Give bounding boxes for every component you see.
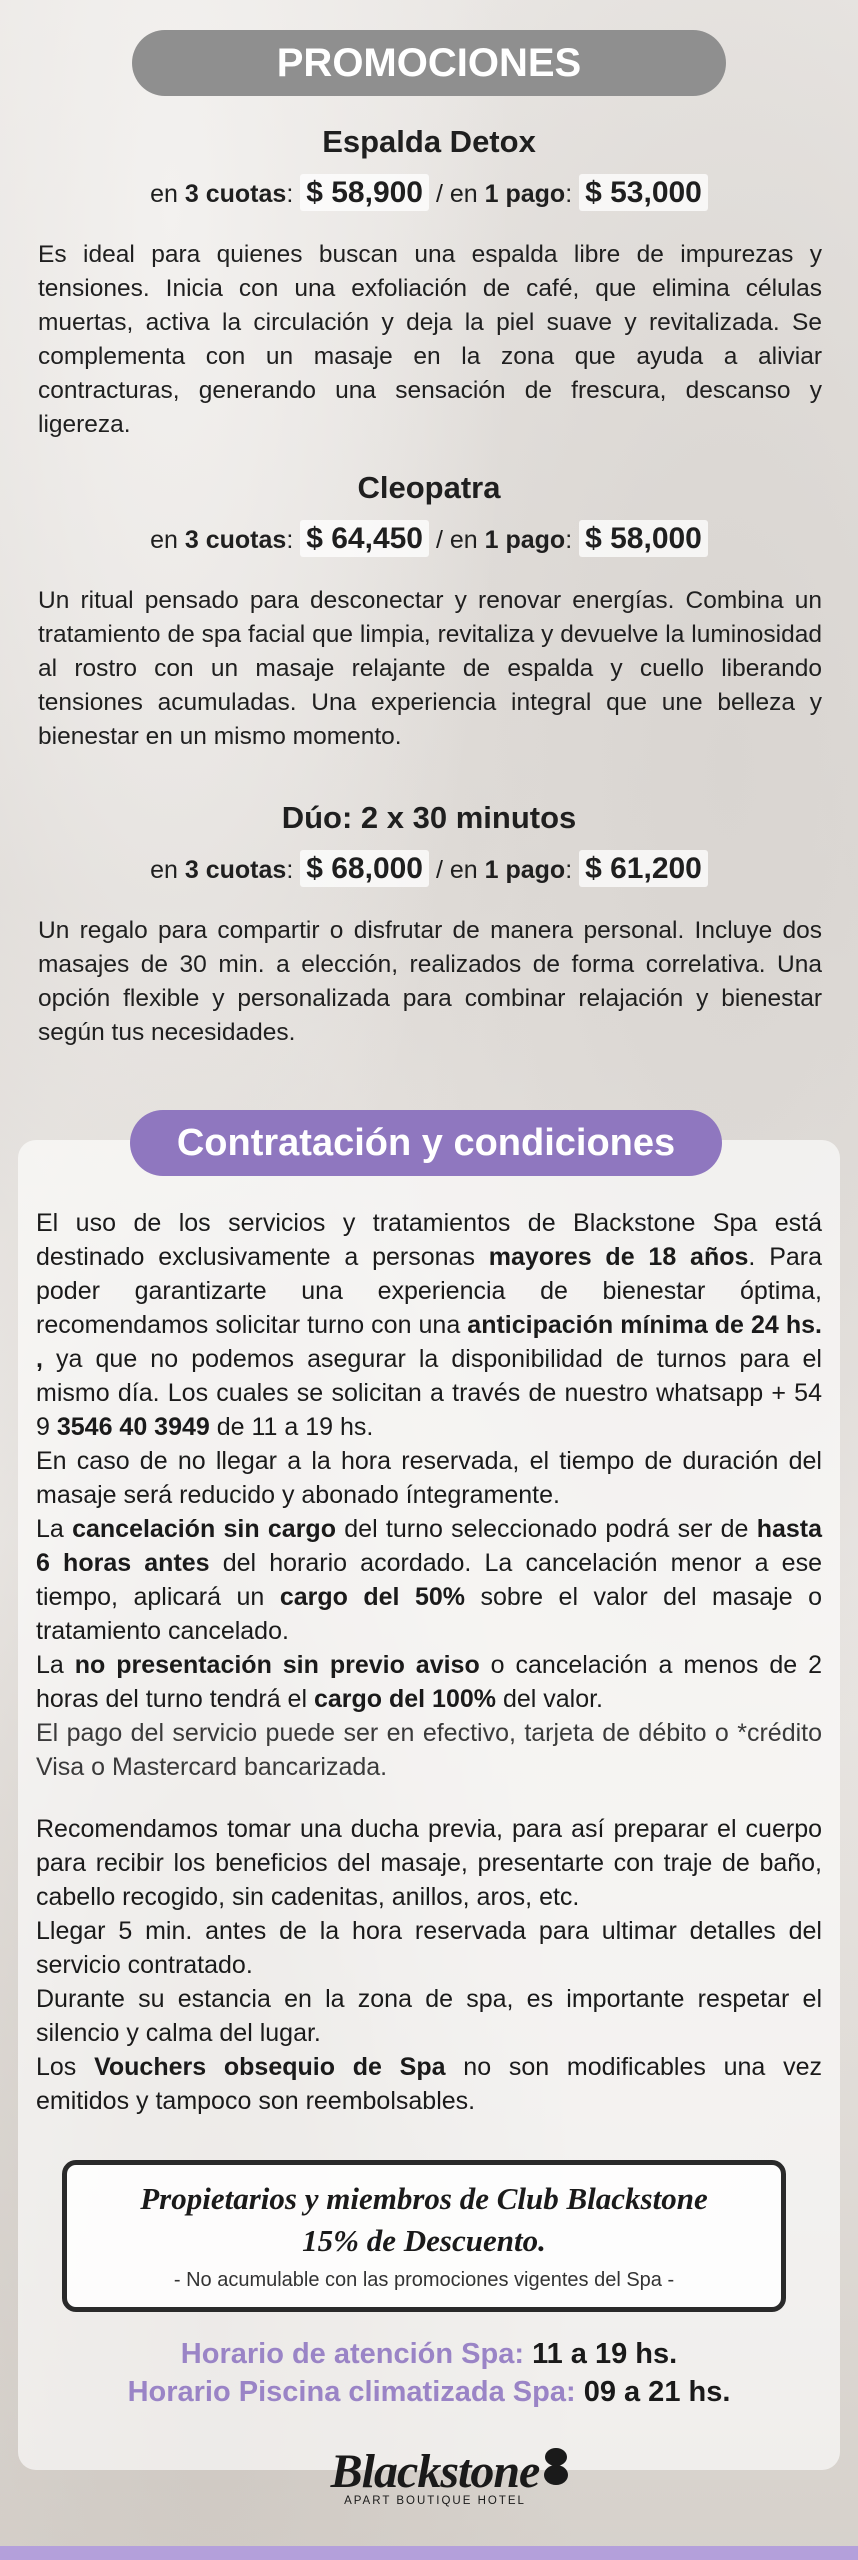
conditions-paragraph (36, 1648, 822, 1716)
text-bold: cargo del 50% (279, 1583, 466, 1611)
text-run: . Para poder garantizarte una experiencia de bienestar óptima, recomendamos solicitar turno con una (36, 1243, 822, 1339)
promo-price-cleopatra (0, 522, 858, 556)
price-colon: : (565, 180, 573, 208)
text-run: La (36, 1515, 73, 1543)
spa-hours-value: 11 a 19 hs. (532, 2338, 678, 2370)
pool-hours (0, 2376, 858, 2409)
price-prefix: en (150, 856, 178, 884)
single-payment-label: 1 pago (484, 180, 566, 208)
text-bold: cancelación sin cargo (72, 1515, 336, 1543)
club-note: - No acumulable con las promociones vigentes del Spa - (173, 2269, 675, 2291)
price-prefix: en (150, 526, 178, 554)
text-run: Los (36, 2053, 95, 2081)
blackstone-logo (330, 2444, 540, 2524)
logo-mark-icon (543, 2446, 569, 2486)
price-prefix: en (150, 180, 178, 208)
price-colon: : (565, 526, 573, 554)
conditions-paragraph: Llegar 5 min. antes de la hora reservada para ultimar detalles del servicio contratado. (36, 1917, 822, 1979)
price-colon: : (286, 526, 294, 554)
promotions-header: PROMOCIONES (132, 30, 726, 96)
single-payment-price: $ 61,200 (579, 850, 708, 887)
price-separator: / en (435, 856, 478, 884)
text-bold: hasta 6 horas antes (36, 1515, 822, 1577)
club-members-line: Propietarios y miembros de Club Blackstone (140, 2181, 708, 2216)
text-run: de 11 a 19 hs. (209, 1413, 374, 1441)
logo-tagline: APART BOUTIQUE HOTEL (344, 2495, 526, 2507)
installments-price: $ 58,900 (300, 174, 429, 211)
price-colon: : (565, 856, 573, 884)
conditions-paragraph: Recomendamos tomar una ducha previa, para así preparar el cuerpo para recibir los beneficios del masaje, presentarte con traje de baño, cabello recogido, sin cadenitas, anillos, aros, etc. (36, 1815, 822, 1911)
promo-title-cleopatra: Cleopatra (357, 470, 501, 505)
promo-price-duo (0, 852, 858, 886)
text-run: La (36, 1651, 75, 1679)
text-run: El uso de los servicios y tratamientos de Blackstone Spa está destinado exclusivamente a personas (36, 1209, 822, 1271)
installments-label: 3 cuotas (184, 856, 287, 884)
promo-description-duo: Un regalo para compartir o disfrutar de manera personal. Incluye dos masajes de 30 min. a elección, realizados de forma correlativa. Una opción flexible y personalizada para combinar relajación y bienestar según tus necesidades. (38, 917, 822, 1046)
price-colon: : (286, 856, 294, 884)
logo-wordmark: Blackstone (330, 2445, 540, 2498)
price-colon: : (286, 180, 294, 208)
price-separator: / en (435, 180, 478, 208)
installments-price: $ 68,000 (300, 850, 429, 887)
price-separator: / en (435, 526, 478, 554)
text-run: sobre el valor del masaje o tratamiento cancelado. (36, 1583, 822, 1645)
conditions-paragraph (36, 2050, 822, 2118)
conditions-paragraph: El pago del servicio puede ser en efectivo, tarjeta de débito o *crédito Visa o Mastercard bancarizada. (36, 1719, 822, 1781)
installments-price: $ 64,450 (300, 520, 429, 557)
text-run: del horario acordado. La cancelación menor a ese tiempo, aplicará un (36, 1549, 822, 1611)
promo-description-cleopatra: Un ritual pensado para desconectar y renovar energías. Combina un tratamiento de spa facial que limpia, revitaliza y devuelve la luminosidad al rostro con un masaje relajante de espalda y cuello liberando tensiones acumuladas. Una experiencia integral que une belleza y bienestar en un mismo momento. (38, 587, 822, 750)
installments-label: 3 cuotas (184, 180, 287, 208)
single-payment-price: $ 58,000 (579, 520, 708, 557)
conditions-header: Contratación y condiciones (130, 1110, 722, 1176)
whatsapp-number: 3546 40 3949 (56, 1413, 210, 1441)
text-bold: mayores de 18 años (488, 1243, 749, 1271)
club-discount-box (62, 2160, 786, 2312)
single-payment-label: 1 pago (484, 856, 566, 884)
recommendations-text (36, 1812, 822, 2118)
conditions-paragraph: Durante su estancia en la zona de spa, es importante respetar el silencio y calma del lugar. (36, 1985, 822, 2047)
promo-price-espalda-detox (0, 176, 858, 210)
pool-hours-value: 09 a 21 hs. (583, 2376, 731, 2408)
club-discount-line: 15% de Descuento. (302, 2223, 546, 2258)
conditions-paragraph (36, 1512, 822, 1648)
conditions-text (36, 1206, 822, 1784)
text-bold: cargo del 100% (313, 1685, 496, 1713)
conditions-paragraph (36, 1206, 822, 1444)
spa-hours-label: Horario de atención Spa: (180, 2338, 525, 2370)
conditions-paragraph: En caso de no llegar a la hora reservada, el tiempo de duración del masaje será reducido y abonado íntegramente. (36, 1447, 822, 1509)
text-bold: anticipación mínima de 24 hs. , (36, 1311, 822, 1373)
promo-description-espalda-detox: Es ideal para quienes buscan una espalda libre de impurezas y tensiones. Inicia con una exfoliación de café, que elimina células muertas, activa la circulación y deja la piel suave y revitalizada. Se complementa con un masaje en la zona que ayuda a aliviar contracturas, generando una sensación de frescura, descanso y ligereza. (38, 241, 822, 438)
installments-label: 3 cuotas (184, 526, 287, 554)
bottom-accent-bar (0, 2546, 858, 2560)
text-run: del turno seleccionado podrá ser de (335, 1515, 757, 1543)
text-bold: Vouchers obsequio de Spa (94, 2053, 446, 2081)
text-run: ya que no podemos asegurar la disponibilidad de turnos para el mismo día. Los cuales se solicitan a través de nuestro whatsapp + 54 9 (36, 1345, 822, 1441)
pool-hours-label: Horario Piscina climatizada Spa: (127, 2376, 576, 2408)
text-run: del valor. (496, 1685, 604, 1713)
text-run: no son modificables una vez emitidos y tampoco son reembolsables. (36, 2053, 822, 2115)
text-bold: no presentación sin previo aviso (74, 1651, 480, 1679)
promo-title-espalda-detox: Espalda Detox (322, 124, 536, 159)
spa-hours (0, 2338, 858, 2371)
text-run: o cancelación a menos de 2 horas del turno tendrá el (36, 1651, 822, 1713)
single-payment-price: $ 53,000 (579, 174, 708, 211)
promo-title-duo: Dúo: 2 x 30 minutos (281, 800, 577, 835)
single-payment-label: 1 pago (484, 526, 566, 554)
